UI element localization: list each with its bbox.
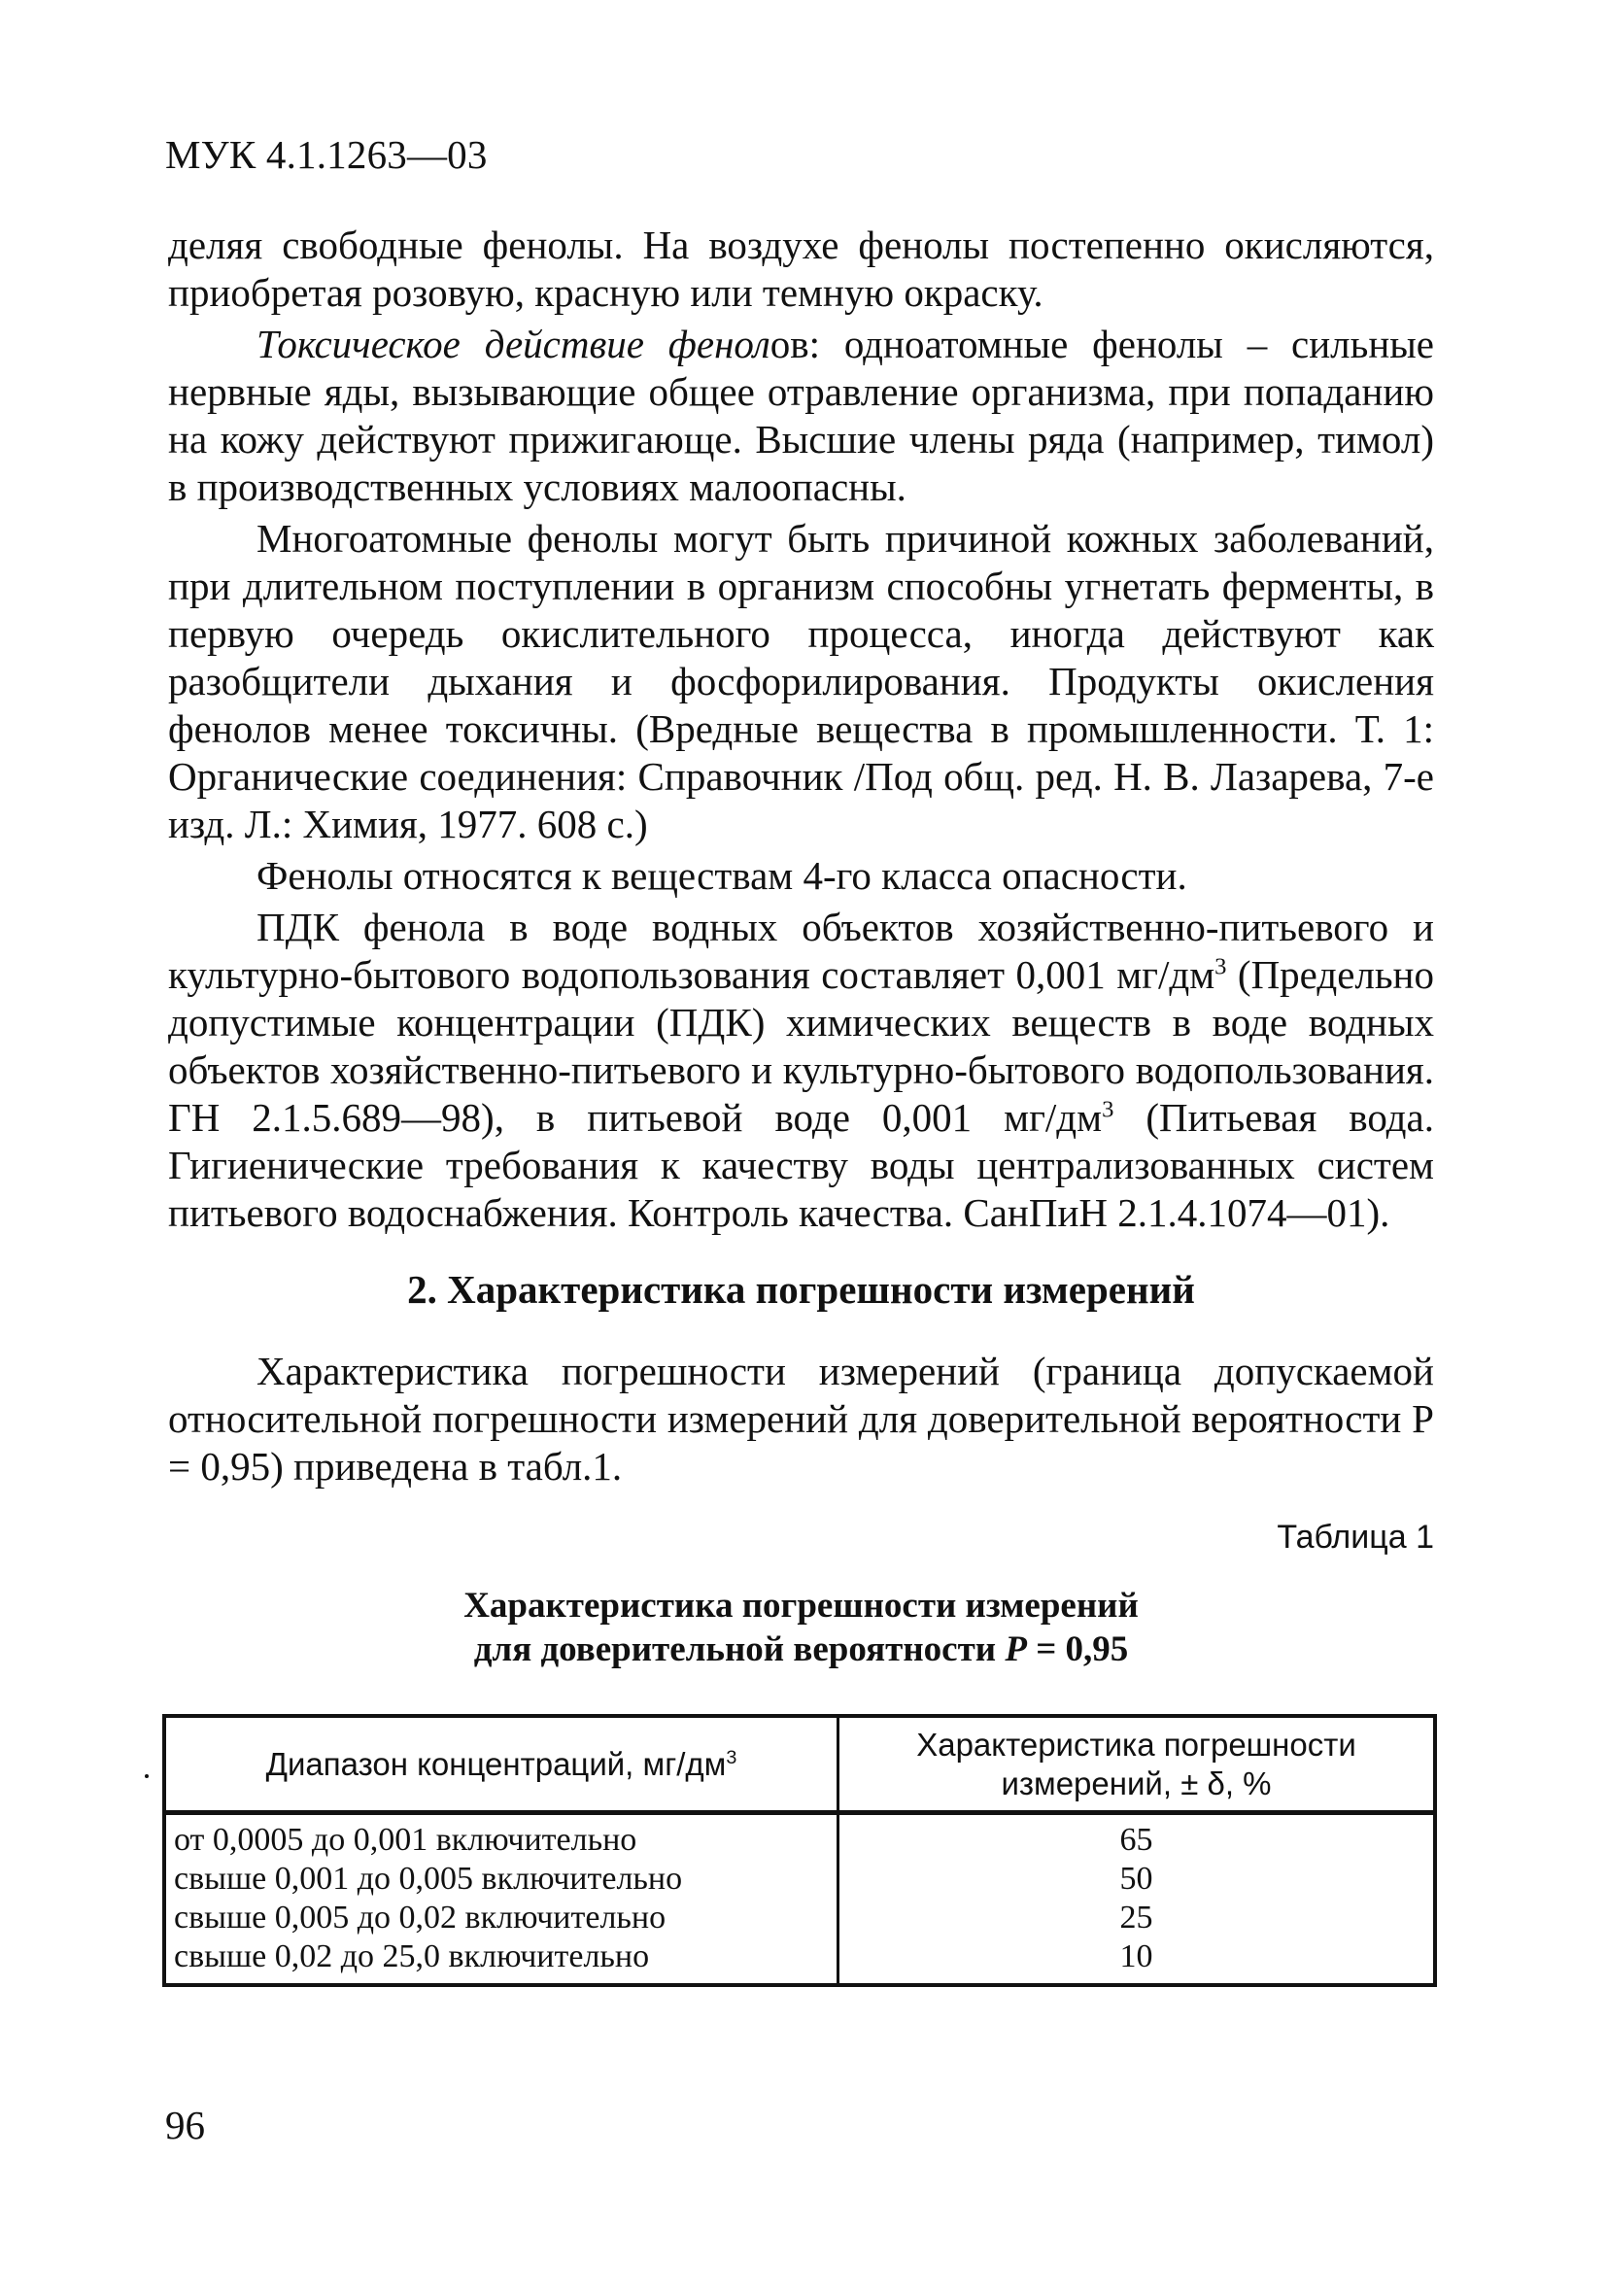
paragraph-5 <box>168 904 1434 1237</box>
paragraph-2-italic-lead: Токсическое действие фенол <box>256 322 770 366</box>
header-cubic-superscript: 3 <box>726 1746 737 1768</box>
paragraph-5-part-3: (Питьевая вода. Гигиенические требования к качеству воды централизованных систем питьевого водоснабжения. Контроль качества. СанПиН 2.1.4.1074—01). <box>168 1095 1434 1235</box>
table-title-line-2 <box>168 1628 1434 1671</box>
header-measurement-error <box>838 1716 1436 1813</box>
section-title: 2. Характеристика погрешности измерений <box>407 1267 1195 1312</box>
error-cell: 65 <box>838 1813 1436 1861</box>
header-concentration-range <box>164 1716 838 1813</box>
error-cell: 50 <box>838 1860 1436 1899</box>
paragraph-6: Характеристика погрешности измерений (граница допускаемой относительной погрешности измерений для доверительной вероятности Р = 0,95) приведена в табл.1. <box>168 1349 1434 1489</box>
header-measurement-error-line-2: измерений, ± δ, % <box>1001 1765 1272 1801</box>
paragraph-2 <box>168 321 1434 511</box>
header-concentration-range-label: Диапазон концентраций, мг/дм <box>265 1745 727 1782</box>
range-cell: свыше 0,001 до 0,005 включительно <box>164 1860 838 1899</box>
paragraph-5-part-2: (Предельно допустимые концентрации (ПДК) химических веществ в воде водных объектов хозяйственно-питьевого и культурно-бытового водопользования. ГН 2.1.5.689—98), в питьевой воде 0,001 мг/дм <box>168 952 1434 1140</box>
paragraph-5-part-1: ПДК фенола в воде водных объектов хозяйственно-питьевого и культурно-бытового водопользования составляет 0,001 мг/дм <box>168 905 1434 997</box>
table-title-line-1: Характеристика погрешности измерений <box>463 1586 1139 1626</box>
table-label: Таблица 1 <box>1277 1519 1434 1556</box>
range-cell: свыше 0,02 до 25,0 включительно <box>164 1937 838 1985</box>
header-measurement-error-line-1: Характеристика погрешности <box>916 1726 1356 1763</box>
table-title-line-2-prefix: для доверительной вероятности <box>473 1629 1006 1669</box>
table-title-line-2-suffix: = 0,95 <box>1026 1629 1129 1669</box>
paragraph-1: деляя свободные фенолы. На воздухе фенолы постепенно окисляются, приобретая розовую, красную или темную окраску. <box>168 223 1434 315</box>
superscript-cubic-2: 3 <box>1102 1096 1114 1123</box>
scan-dot-mark <box>145 1774 149 1778</box>
error-cell: 10 <box>838 1937 1436 1985</box>
table-row <box>164 1860 1435 1899</box>
measurement-error-table-wrapper <box>162 1714 1437 1987</box>
table-title <box>168 1584 1434 1671</box>
page-number: 96 <box>165 2103 205 2147</box>
paragraph-2-text: ов: одноатомные фенолы – сильные нервные яды, вызывающие общее отравление организма, при попаданию на кожу действуют прижигающе. Высшие члены ряда (например, тимол) в производственных условиях малоопасны. <box>168 322 1435 509</box>
table-row <box>164 1937 1435 1985</box>
document-id: МУК 4.1.1263—03 <box>165 132 488 177</box>
table-header <box>164 1716 1435 1813</box>
range-cell: свыше 0,005 до 0,02 включительно <box>164 1899 838 1937</box>
document-body <box>168 222 1434 1671</box>
paragraph-3: Многоатомные фенолы могут быть причиной кожных заболеваний, при длительном поступлении в организм способны угнетать ферменты, в первую очередь окислительного процесса, иногда действуют как разобщители дыхания и фосфорилирования. Продукты окисления фенолов менее токсичны. (Вредные вещества в промышленности. Т. 1: Органические соединения: Справочник /Под общ. ред. Н. В. Лазарева, 7-е изд. Л.: Химия, 1977. 608 с.) <box>168 516 1434 846</box>
error-cell: 25 <box>838 1899 1436 1937</box>
table-header-row <box>164 1716 1435 1813</box>
table-row <box>164 1899 1435 1937</box>
table-title-probability-symbol: P <box>1005 1629 1027 1669</box>
superscript-cubic-1: 3 <box>1214 953 1227 980</box>
table-row <box>164 1813 1435 1861</box>
measurement-error-table <box>162 1714 1437 1987</box>
paragraph-4: Фенолы относятся к веществам 4-го класса опасности. <box>256 853 1187 898</box>
range-cell: от 0,0005 до 0,001 включительно <box>164 1813 838 1861</box>
table-body <box>164 1813 1435 1986</box>
